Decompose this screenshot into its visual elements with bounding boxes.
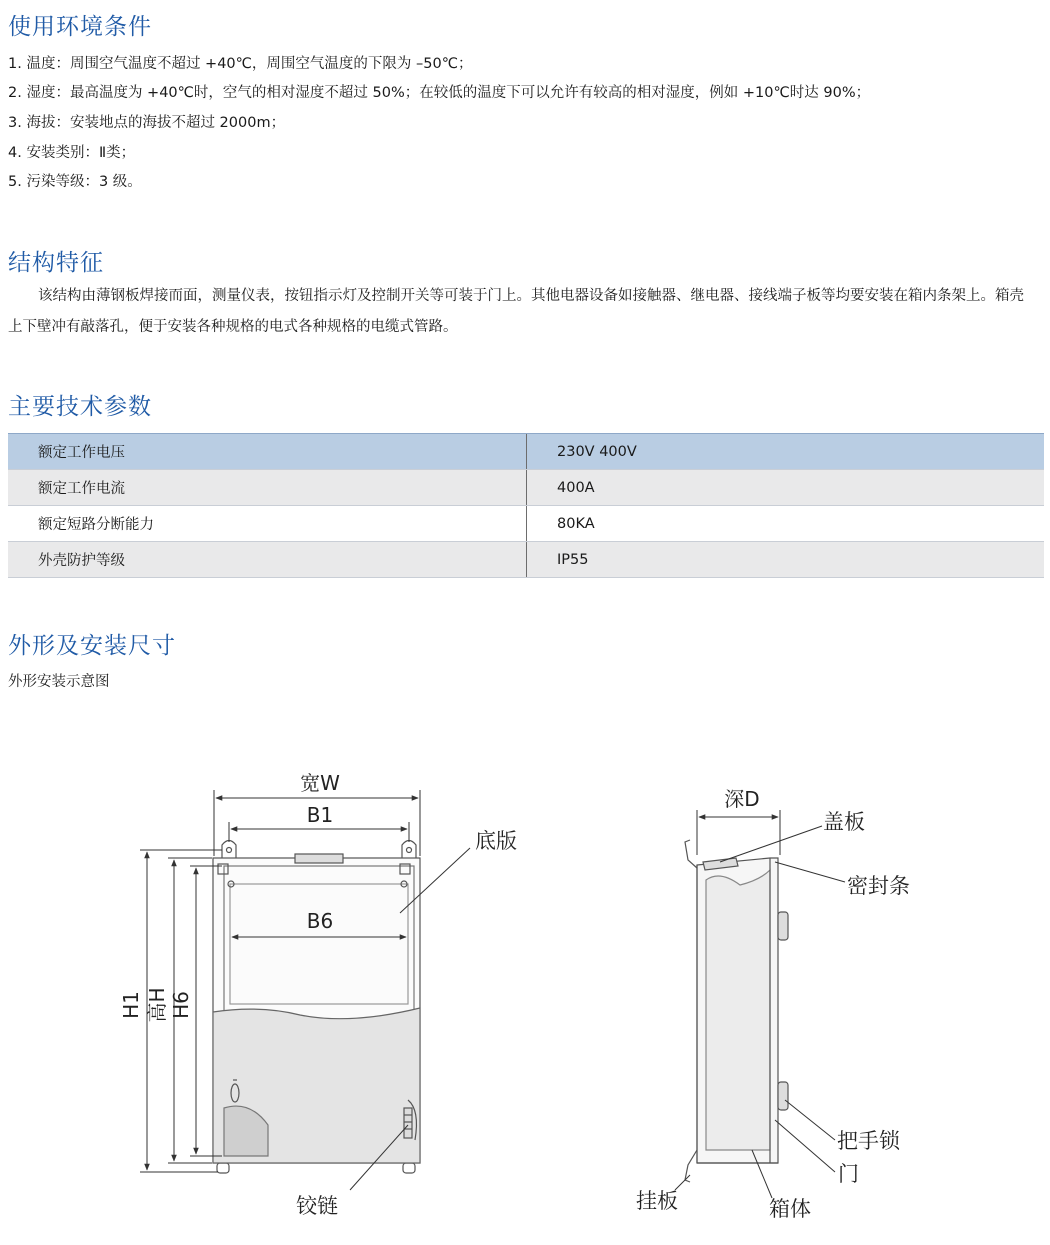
param-value: 230V 400V	[527, 434, 1045, 470]
param-value: 80KA	[527, 506, 1045, 542]
param-name: 额定工作电流	[8, 470, 527, 506]
label-h1: H1	[119, 991, 143, 1019]
label-handle-lock: 把手锁	[837, 1129, 900, 1153]
side-view	[685, 840, 788, 1182]
label-hinge: 铰链	[296, 1194, 338, 1218]
param-name: 额定短路分断能力	[8, 506, 527, 542]
label-height: 高H	[145, 987, 169, 1023]
label-b6: B6	[306, 909, 334, 933]
label-width: 宽W	[300, 771, 340, 795]
installation-diagram	[0, 740, 1050, 1245]
env-item-3: 3. 海拔：安装地点的海拔不超过 2000m；	[8, 115, 286, 131]
diagram-caption: 外形安装示意图	[8, 674, 110, 690]
section-title-env: 使用环境条件	[8, 14, 152, 40]
section-title-params: 主要技术参数	[8, 394, 152, 420]
env-item-2: 2. 湿度：最高温度为 +40℃时，空气的相对湿度不超过 50%；在较低的温度下可以允许有较高的相对湿度，例如 +10℃时达 90%；	[8, 85, 871, 101]
table-row	[8, 434, 1044, 470]
label-door: 门	[838, 1162, 859, 1186]
table-row	[8, 542, 1044, 578]
env-item-5: 5. 污染等级：3 级。	[8, 174, 142, 190]
table-row	[8, 506, 1044, 542]
param-value: 400A	[527, 470, 1045, 506]
env-item-1: 1. 温度：周围空气温度不超过 +40℃，周围空气温度的下限为 –50℃；	[8, 56, 473, 72]
table-row	[8, 470, 1044, 506]
param-value: IP55	[527, 542, 1045, 578]
env-item-4: 4. 安装类别：Ⅱ类；	[8, 145, 136, 161]
label-base-plate: 底版	[475, 829, 517, 853]
section-title-dims: 外形及安装尺寸	[8, 633, 176, 659]
front-view	[213, 841, 420, 1174]
label-box: 箱体	[769, 1197, 811, 1221]
section-title-structure: 结构特征	[8, 250, 104, 276]
label-b1: B1	[306, 803, 334, 827]
label-h6: H6	[169, 991, 193, 1019]
label-cover: 盖板	[823, 810, 865, 834]
params-table	[8, 433, 1044, 578]
structure-paragraph: 该结构由薄钢板焊接而面，测量仪表，按钮指示灯及控制开关等可装于门上。其他电器设备如接触器、继电器、接线端子板等均要安装在箱内条架上。箱壳上下壁冲有敲落孔，便于安装各种规格的电式各种规格的电缆式管路。	[8, 288, 1024, 335]
label-seal: 密封条	[847, 874, 910, 898]
label-hanger: 挂板	[636, 1189, 678, 1213]
param-name: 额定工作电压	[8, 434, 527, 470]
label-depth: 深D	[724, 787, 760, 811]
param-name: 外壳防护等级	[8, 542, 527, 578]
